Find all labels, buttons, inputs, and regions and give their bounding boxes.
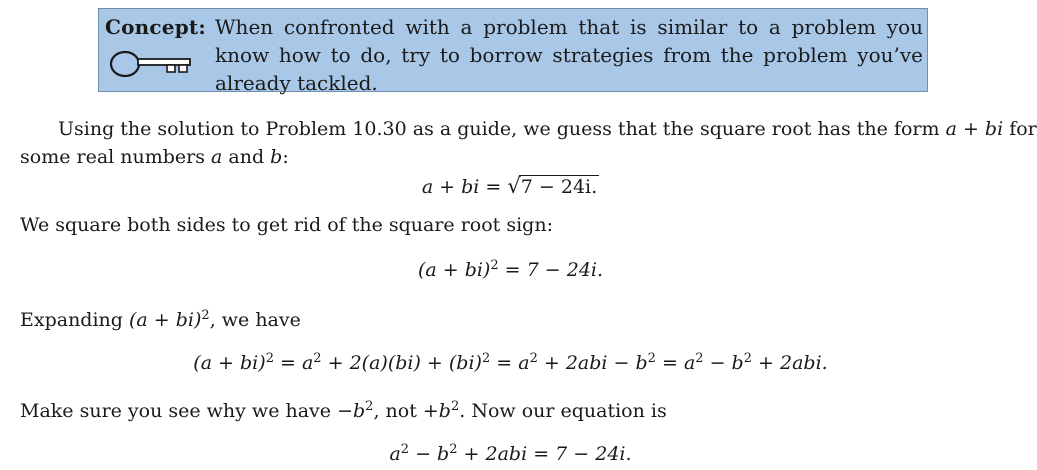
eq3-p2: = a — [273, 352, 314, 374]
eq4-e2: 2 — [449, 442, 458, 457]
equation-3 — [0, 349, 1021, 377]
para3-expr: (a + bi) — [129, 309, 202, 331]
para4-e2: 2 — [450, 399, 460, 414]
eq3-e7: 2 — [743, 351, 753, 366]
paragraph-2 — [20, 211, 553, 239]
concept-text: When confronted with a problem that is similar to a problem you know how to do, try to borrow strategies from the problem you’ve already tackled. — [215, 15, 923, 95]
eq3-e1: 2 — [265, 351, 274, 366]
concept-label: Concept: — [105, 15, 206, 39]
var-b: b — [270, 146, 283, 168]
equation-4 — [0, 440, 1021, 468]
eq1-radicand: 7 − 24i. — [520, 176, 598, 198]
para3-exp: 2 — [201, 308, 210, 323]
eq3-p5: + 2abi − b — [537, 352, 648, 374]
para4-end: . Now our equation is — [459, 400, 667, 422]
para2-text: We square both sides to get rid of the square root sign: — [20, 214, 553, 236]
eq4-p3: + 2abi = 7 − 24i. — [457, 443, 632, 465]
para1-text-end: for — [1003, 118, 1037, 140]
colon: : — [282, 146, 289, 168]
equation-2 — [0, 256, 1021, 284]
paragraph-1-line-2 — [20, 143, 289, 171]
square-root — [507, 172, 599, 201]
eq3-e4: 2 — [529, 351, 538, 366]
para3-end: , we have — [209, 309, 301, 331]
paragraph-4 — [20, 397, 667, 425]
eq2-base: (a + bi) — [417, 259, 491, 281]
eq3-p8: + 2abi. — [752, 352, 828, 374]
eq4-p1: a — [389, 443, 401, 465]
para4-b1: b — [352, 400, 366, 422]
eq2-rhs: = 7 − 24i. — [498, 259, 604, 281]
eq4-p2: − b — [409, 443, 450, 465]
eq3-p6: = a — [655, 352, 696, 374]
plus-sign: + — [956, 118, 985, 140]
var-a: a — [211, 146, 223, 168]
eq2-exp: 2 — [490, 258, 499, 273]
eq3-e3: 2 — [481, 351, 491, 366]
concept-box — [98, 8, 928, 95]
radical-sign: √ — [507, 174, 521, 198]
para4-start: Make sure you see why we have − — [20, 400, 353, 422]
and-text: and — [222, 146, 271, 168]
var-a: a — [945, 118, 957, 140]
eq3-p7: − b — [703, 352, 744, 374]
eq1-lhs: a + bi = — [421, 176, 508, 198]
eq3-p3: + 2(a)(bi) + (bi) — [321, 352, 482, 374]
eq4-e1: 2 — [400, 442, 410, 457]
paragraph-3 — [20, 306, 301, 334]
eq3-p4: = a — [490, 352, 530, 374]
paragraph-1-line-1 — [58, 115, 1037, 143]
key-icon — [109, 49, 195, 79]
para4-mid: , not + — [373, 400, 439, 422]
equation-1 — [0, 172, 1021, 201]
eq3-p1: (a + bi) — [193, 352, 266, 374]
para3-start: Expanding — [20, 309, 129, 331]
eq3-e6: 2 — [695, 351, 704, 366]
var-bi: bi — [984, 118, 1004, 140]
para4-b2: b — [438, 400, 451, 422]
eq3-e5: 2 — [647, 351, 656, 366]
eq3-e2: 2 — [313, 351, 322, 366]
para1-line2-start: some real numbers — [20, 146, 212, 168]
para1-text-start: Using the solution to Problem 10.30 as a guide, we guess that the square root has the form — [58, 118, 946, 140]
para4-e1: 2 — [365, 399, 374, 414]
